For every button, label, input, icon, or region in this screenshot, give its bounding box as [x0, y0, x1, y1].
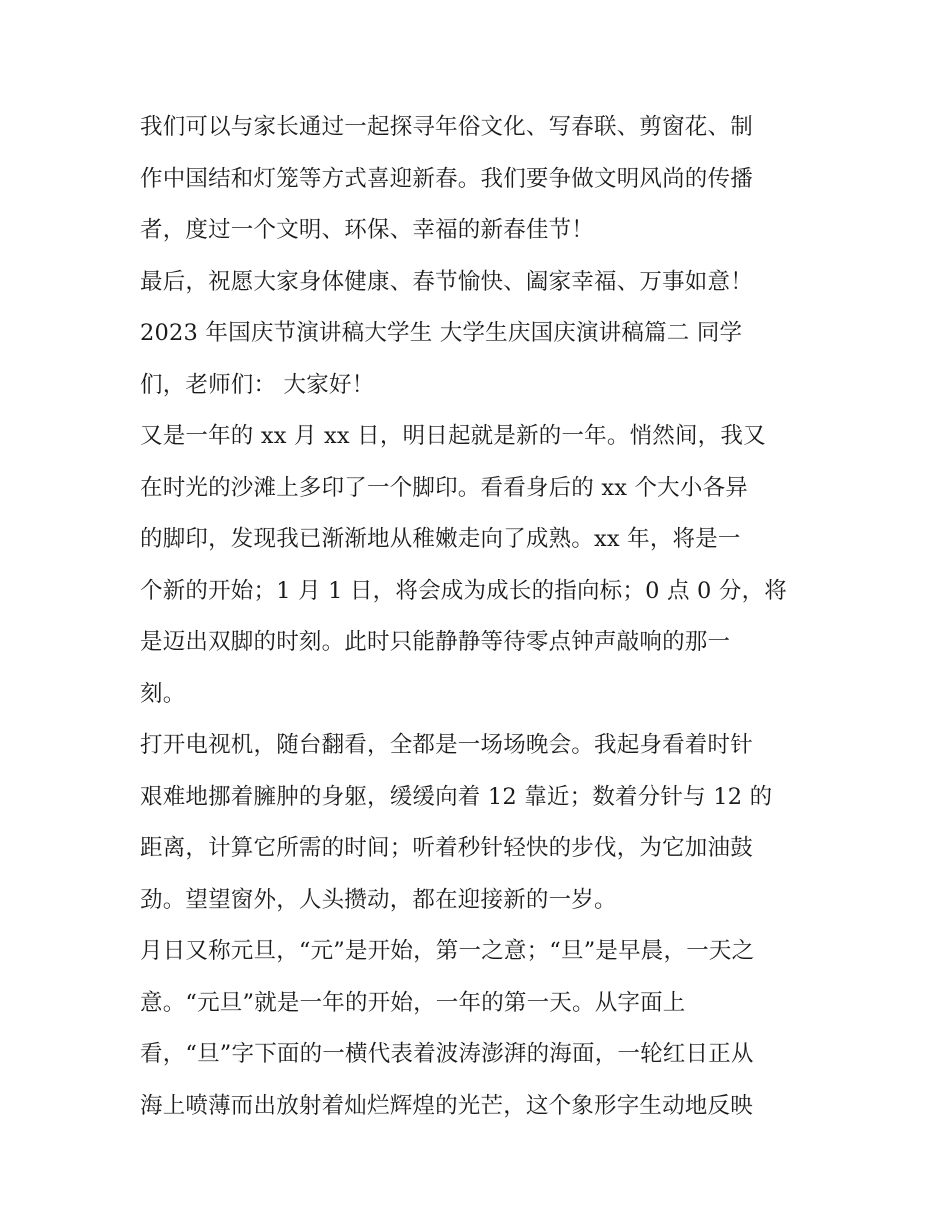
text-line: 刻。 — [140, 680, 186, 707]
text-line: 的脚印，发现我已渐渐地从稚嫩走向了成熟。xx 年，将是一 — [140, 526, 741, 552]
text-line: 打开电视机，随台翻看，全都是一场场晚会。我起身看着时针 — [140, 732, 753, 758]
text-line: 2023 年国庆节演讲稿大学生 大学生庆国庆演讲稿篇二 同学 — [140, 320, 743, 346]
text-line: 们，老师们： 大家好！ — [140, 371, 375, 398]
text-line: 月日又称元旦，“元”是开始，第一之意；“旦”是早晨，一天之 — [140, 938, 755, 964]
text-line: 是迈出双脚的时刻。此时只能静静等待零点钟声敲响的那一 — [140, 629, 731, 655]
text-line: 个新的开始；1 月 1 日，将会成为成长的指向标；0 点 0 分，将 — [140, 577, 787, 604]
text-line: 距离，计算它所需的时间；听着秒针轻快的步伐，为它加油鼓 — [140, 835, 753, 861]
document-body — [140, 102, 820, 1132]
text-line: 看，“旦”字下面的一横代表着波涛澎湃的海面，一轮红日正从 — [140, 1041, 754, 1067]
text-line: 最后，祝愿大家身体健康、春节愉快、阖家幸福、万事如意！ — [140, 268, 753, 295]
text-line: 意。“元旦”就是一年的开始，一年的第一天。从字面上 — [140, 989, 686, 1016]
text-line: 艰难地挪着臃肿的身躯，缓缓向着 12 靠近；数着分针与 12 的 — [140, 783, 773, 810]
text-line: 作中国结和灯笼等方式喜迎新春。我们要争做文明风尚的传播 — [140, 165, 753, 192]
text-line: 我们可以与家长通过一起探寻年俗文化、写春联、剪窗花、制 — [140, 114, 753, 140]
text-line: 在时光的沙滩上多印了一个脚印。看看身后的 xx 个大小各异 — [140, 474, 748, 501]
text-line: 劲。望望窗外，人头攒动，都在迎接新的一岁。 — [140, 886, 617, 913]
text-line: 海上喷薄而出放射着灿烂辉煌的光芒，这个象形字生动地反映 — [140, 1092, 753, 1119]
text-line: 又是一年的 xx 月 xx 日，明日起就是新的一年。悄然间，我又 — [140, 423, 766, 449]
text-line: 者，度过一个文明、环保、幸福的新春佳节！ — [140, 217, 595, 243]
